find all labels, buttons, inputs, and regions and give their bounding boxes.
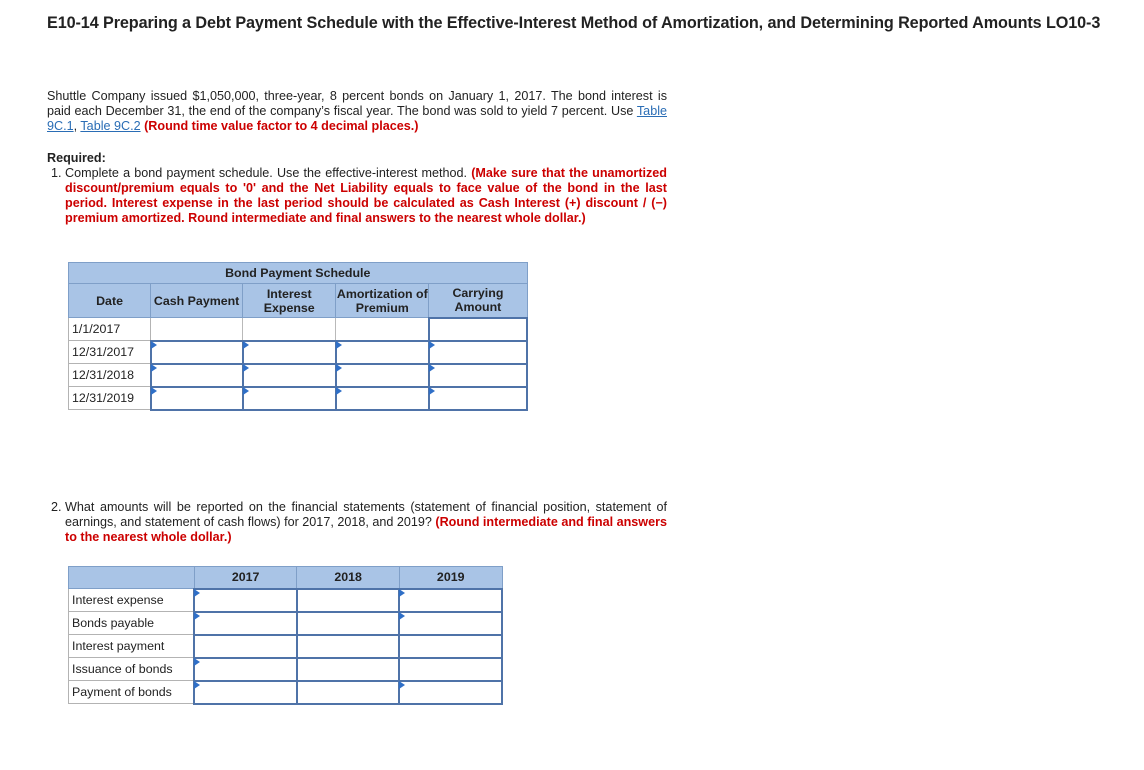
input-marker-icon [399,681,405,689]
carrying-amount-input-cell [429,387,527,410]
cash-payment-input-cell [151,341,243,364]
required-item-1 [47,166,667,226]
empty-cell [336,318,429,341]
table-row [69,612,503,635]
header-amortization-of-premium: Amortization of Premium [336,284,429,318]
intro-text: Shuttle Company issued $1,050,000, three-year, 8 percent bonds on January 1, 2017. The bond interest is paid each December 31, the end of the company’s fiscal year. The bond was sold to yield 7 percent. Use [47,89,667,118]
table-row [69,635,503,658]
input-marker-icon [194,681,200,689]
required-section [47,151,667,226]
amortization-input-cell [336,387,429,410]
page-title: E10-14 Preparing a Debt Payment Schedule with the Effective-Interest Method of Amortization, and Determining Reported Amounts LO10-3 [47,14,1101,32]
table-row [69,364,528,387]
amount-input-cell [194,635,297,658]
row-label-interest-payment: Interest payment [69,635,195,658]
amortization-input[interactable] [337,365,428,386]
empty-cell [243,318,336,341]
amortization-input-cell [336,341,429,364]
header-year-2018: 2018 [297,567,400,589]
interest-expense-2017-input[interactable] [195,590,296,611]
row-label-bonds-payable: Bonds payable [69,612,195,635]
question-2-instruction: (Round intermediate and final answers to the nearest whole dollar.) [65,515,668,544]
cash-payment-input[interactable] [152,342,242,363]
row-date: 1/1/2017 [69,318,151,341]
question-2-text: What amounts will be reported on the financial statements (statement of financial position, statement of earnings, and statement of cash flows) for 2017, 2018, and 2019? [65,500,667,529]
row-date: 12/31/2019 [69,387,151,410]
table-9c2-link[interactable]: Table 9C.2 [80,119,141,133]
input-marker-icon [336,341,342,349]
amount-input-cell [399,589,502,612]
payment-of-bonds-2017-input[interactable] [195,682,296,703]
amount-input-cell [399,658,502,681]
interest-expense-2019-input[interactable] [400,590,501,611]
row-label-issuance-of-bonds: Issuance of bonds [69,658,195,681]
bonds-payable-2017-input[interactable] [195,613,296,634]
amount-input-cell [297,681,400,704]
header-blank [69,567,195,589]
reported-amounts-table [68,566,503,705]
header-carrying-amount: Carrying Amount [429,284,527,318]
amount-input-cell [194,589,297,612]
carrying-amount-input-cell [429,341,527,364]
amount-input-cell [297,612,400,635]
schedule-caption: Bond Payment Schedule [69,263,528,284]
amount-input-cell [194,658,297,681]
link-separator: , [73,119,78,133]
amortization-input[interactable] [337,388,428,409]
table-row [69,341,528,364]
table-9c1-link[interactable]: Table 9C.1 [47,104,667,133]
table-row [69,318,528,341]
required-item-1-number: 1. [51,166,62,180]
payment-of-bonds-2018-input[interactable] [298,682,399,703]
input-marker-icon [399,612,405,620]
carrying-amount-input-cell [429,364,527,387]
interest-expense-input[interactable] [244,342,335,363]
question-2 [47,500,667,545]
interest-expense-input-cell [243,387,336,410]
interest-expense-input-cell [243,341,336,364]
question-2-item [47,500,667,545]
bonds-payable-2018-input[interactable] [298,613,399,634]
input-marker-icon [194,589,200,597]
input-marker-icon [194,658,200,666]
input-marker-icon [151,364,157,372]
carrying-amount-input[interactable] [430,342,526,363]
problem-intro [47,89,667,134]
payment-of-bonds-2019-input[interactable] [400,682,501,703]
amount-input-cell [399,681,502,704]
input-marker-icon [336,364,342,372]
interest-expense-input-cell [243,364,336,387]
bonds-payable-2019-input[interactable] [400,613,501,634]
header-date: Date [69,284,151,318]
table-row [69,589,503,612]
amount-input-cell [297,635,400,658]
amount-input-cell [399,612,502,635]
header-year-2019: 2019 [399,567,502,589]
input-marker-icon [194,612,200,620]
question-2-number: 2. [51,500,62,514]
interest-payment-2018-input[interactable] [298,636,399,657]
amortization-input-cell [336,364,429,387]
input-marker-icon [429,387,435,395]
empty-cell [151,318,243,341]
row-label-payment-of-bonds: Payment of bonds [69,681,195,704]
input-marker-icon [151,387,157,395]
amount-input-cell [297,658,400,681]
row-label-interest-expense: Interest expense [69,589,195,612]
header-year-2017: 2017 [194,567,297,589]
interest-expense-input[interactable] [244,365,335,386]
table-row [69,658,503,681]
cash-payment-input[interactable] [152,365,242,386]
required-item-1-text: Complete a bond payment schedule. Use the effective-interest method. [65,166,468,180]
interest-payment-2019-input[interactable] [400,636,501,657]
amount-input-cell [194,612,297,635]
input-marker-icon [429,341,435,349]
row-date: 12/31/2018 [69,364,151,387]
input-marker-icon [399,589,405,597]
interest-expense-input[interactable] [244,388,335,409]
input-marker-icon [336,387,342,395]
cash-payment-input-cell [151,387,243,410]
row-date: 12/31/2017 [69,341,151,364]
amount-input-cell [194,681,297,704]
input-marker-icon [243,341,249,349]
rounding-instruction: (Round time value factor to 4 decimal places.) [144,119,419,133]
issuance-of-bonds-2019-input[interactable] [400,659,501,680]
table-row [69,387,528,410]
carrying-amount-input[interactable] [430,388,526,409]
input-marker-icon [151,341,157,349]
required-item-1-instruction: (Make sure that the unamortized discount/premium equals to '0' and the Net Liability equals to face value of the bond in the last period. Interest expense in the last period should be calculated as Cash Interest (+) discount / (−) premium amortized. Round intermediate and final answers to the nearest whole dollar.) [65,166,668,225]
issuance-of-bonds-2018-input[interactable] [298,659,399,680]
amount-input-cell [297,589,400,612]
required-label: Required: [47,151,106,165]
carrying-amount-input[interactable] [430,319,526,340]
amount-input-cell [399,635,502,658]
table-row [69,681,503,704]
header-cash-payment: Cash Payment [151,284,243,318]
bond-payment-schedule-table [68,262,528,411]
header-interest-expense: Interest Expense [243,284,336,318]
amortization-input[interactable] [337,342,428,363]
interest-payment-2017-input[interactable] [195,636,296,657]
carrying-amount-input[interactable] [430,365,526,386]
interest-expense-2018-input[interactable] [298,590,399,611]
input-marker-icon [243,364,249,372]
input-marker-icon [429,364,435,372]
input-marker-icon [243,387,249,395]
issuance-of-bonds-2017-input[interactable] [195,659,296,680]
cash-payment-input-cell [151,364,243,387]
carrying-amount-input-cell [429,318,527,341]
cash-payment-input[interactable] [152,388,242,409]
